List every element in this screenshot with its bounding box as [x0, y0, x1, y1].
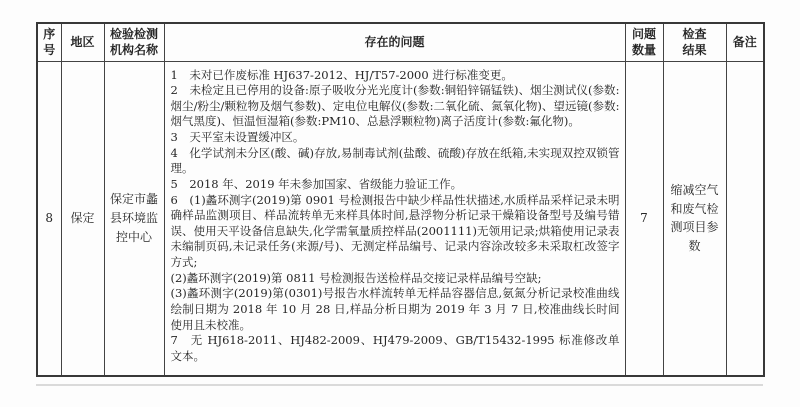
- problem-item: (2)蠡环测字(2019)第 0811 号检测报告送检样品交接记录样品编号空缺;: [170, 270, 542, 285]
- col-header-remark: 备注: [726, 23, 764, 61]
- cell-agency: 保定市蠡县环境监控中心: [104, 61, 164, 376]
- col-header-problem-count: 问题数量: [625, 23, 663, 61]
- problem-item: (3)蠡环测字(2019)第(0301)号报告水样流转单无样品容器信息,氨氮分析记录校准曲线绘制日期为 2018 年 10 月 28 日,样品分析日期为 2019 年 3 月 7 日,校准曲线长时间使用且未校准。: [170, 286, 620, 332]
- scan-shadow-artifact: [36, 384, 763, 386]
- cell-result: 缩减空气和废气检测项目参数: [663, 61, 726, 376]
- table-header-row: [37, 23, 764, 61]
- problem-item: 3 天平室未设置缓冲区。: [170, 130, 305, 144]
- cell-problem-count: 7: [625, 61, 663, 376]
- inspection-table: [36, 22, 765, 377]
- col-header-problems: 存在的问题: [164, 23, 625, 61]
- problem-item: 2 未检定且已停用的设备:原子吸收分光光度计(参数:铜铅锌镉锰铁)、烟尘测试仪(参数:烟尘/粉尘/颗粒物及烟气参数)、定电位电解仪(参数:二氧化硫、氮氧化物)、望远镜(参数:烟气黑度)、恒温恒湿箱(参数:PM10、总悬浮颗粒物)离子活度计(参数:氟化物)。: [170, 83, 620, 129]
- inspection-table-wrapper: [36, 22, 765, 377]
- problem-item: 1 未对已作废标准 HJ637-2012、HJ/T57-2000 进行标准变更。: [170, 67, 513, 82]
- problem-item: 6 (1)蠡环测字(2019)第 0901 号检测报告中缺少样品性状描述,水质样品采样记录未明确样品监测项目、样品流转单无来样具体时间,悬浮物分析记录干燥箱设备型号及编号错误、使用天平设备信息缺失,化学需氧量质控样品(2001111)无领用记录;烘箱使用记录表未编制页码,未记录任务(来源/号)、无测定样品编号、记录内容涂改较多未采取杠改签字方式;: [170, 192, 620, 269]
- problem-item: 7 无 HJ618-2011、HJ482-2009、HJ479-2009、GB/T15432-1995 标准修改单文本。: [170, 333, 620, 363]
- cell-region: 保定: [61, 61, 104, 376]
- problem-item: 5 2018 年、2019 年未参加国家、省级能力验证工作。: [170, 176, 463, 191]
- cell-index: 8: [37, 61, 61, 376]
- col-header-result: 检查结果: [663, 23, 726, 61]
- table-row: [37, 61, 764, 376]
- col-header-region: 地区: [61, 23, 104, 61]
- cell-remark: [726, 61, 764, 376]
- col-header-index: 序号: [37, 23, 61, 61]
- col-header-agency: 检验检测机构名称: [104, 23, 164, 61]
- cell-problems: [164, 61, 625, 376]
- problem-item: 4 化学试剂未分区(酸、碱)存放,易制毒试剂(盐酸、硫酸)存放在纸箱,未实现双控双锁管理。: [170, 145, 620, 176]
